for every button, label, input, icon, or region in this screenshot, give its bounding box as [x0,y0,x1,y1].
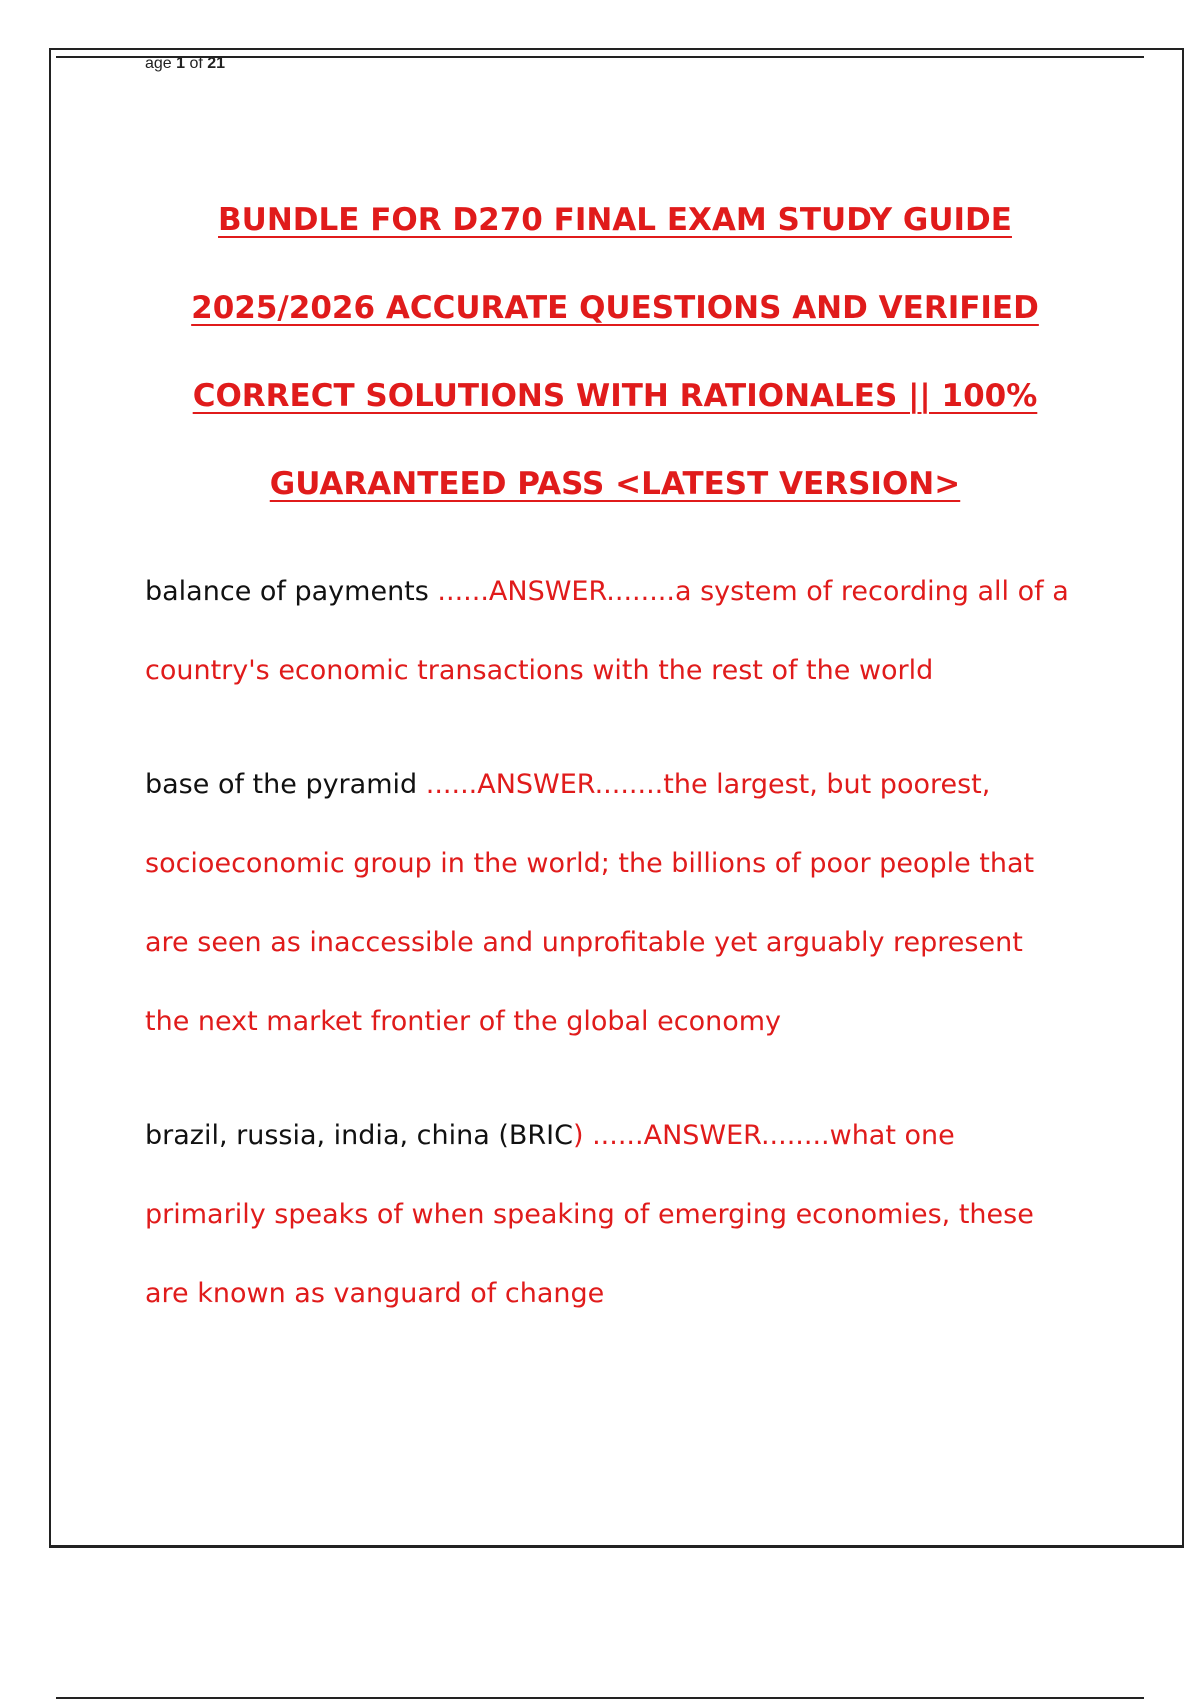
qa-answer: ......ANSWER........a system of recording all of a country's economic transactions with the rest of the world [145,576,1069,686]
title-line-4-text: GUARANTEED PASS <LATEST VERSION> [269,466,961,502]
qa-term: balance of payments [145,576,429,607]
page-counter-current: 1 [176,55,186,72]
qa-term: base of the pyramid [145,769,418,800]
title-line-1-text: BUNDLE FOR D270 FINAL EXAM STUDY GUIDE [218,202,1012,238]
page-counter-total: 21 [207,55,226,72]
title-line-4 [60,440,1170,528]
page-counter-prefix: age [145,55,177,72]
title-line-1 [60,176,1170,264]
qa-entry-base-of-the-pyramid [145,745,1075,1061]
document-title [60,176,1170,528]
qa-answer: ) ......ANSWER........what one primarily speaks of when speaking of emerging economies, these are known as vanguard of change [145,1120,1034,1309]
next-page-rule [56,1697,1144,1699]
title-line-2-text: 2025/2026 ACCURATE QUESTIONS AND VERIFIED [191,290,1039,326]
page-counter [145,54,225,74]
page-counter-of: of [185,55,208,72]
qa-entry-bric [145,1096,1075,1333]
title-line-3-text: CORRECT SOLUTIONS WITH RATIONALES || 100% [192,378,1038,414]
qa-term: brazil, russia, india, china (BRIC [145,1120,573,1151]
qa-entry-balance-of-payments [145,552,1075,710]
qa-answer: ......ANSWER........the largest, but poorest, socioeconomic group in the world; the billions of poor people that are seen as inaccessible and unprofitable yet arguably represent the next market frontier of the global economy [145,769,1035,1037]
title-line-2 [60,264,1170,352]
title-line-3 [60,352,1170,440]
